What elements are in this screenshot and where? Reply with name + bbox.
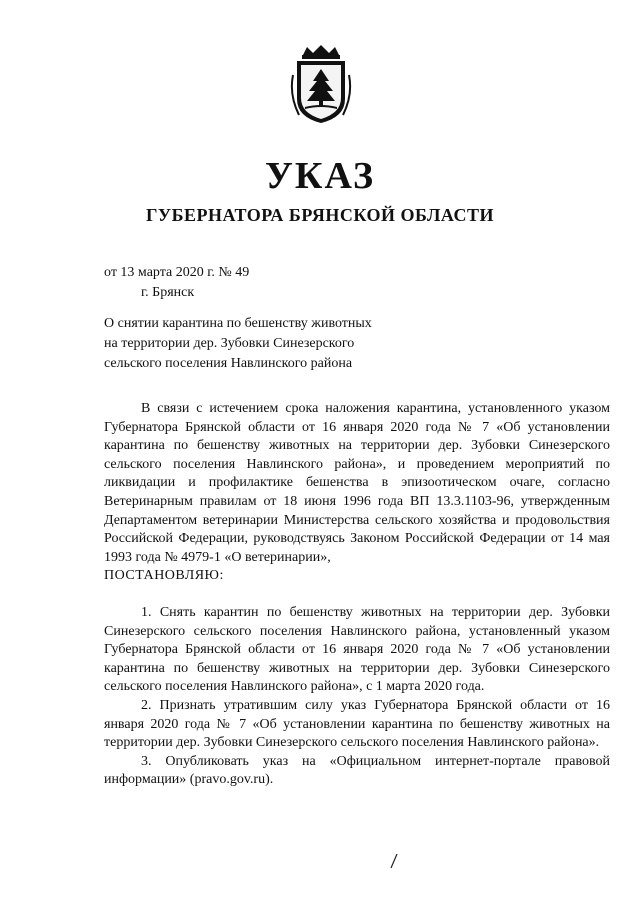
city-line: г. Брянск <box>141 285 195 300</box>
coat-of-arms-icon <box>289 45 353 125</box>
document-subject <box>104 314 424 374</box>
decree-item-1: 1. Снять карантин по бешенству животных на территории дер. Зубовки Синезерского сельского поселения Навлинского района, установленный указом Губернатора Брянской области от 16 января 2020 года № 7 «Об установлении карантина по бешенству животных на территории дер. Зубовки Синезерского сельского поселения Навлинского района», с 1 марта 2020 года. <box>104 604 610 695</box>
document-subtitle: ГУБЕРНАТОРА БРЯНСКОЙ ОБЛАСТИ <box>145 205 495 225</box>
subject-line-3: сельского поселения Навлинского района <box>104 356 353 371</box>
subject-line-1: О снятии карантина по бешенству животных <box>104 316 372 331</box>
pen-mark-icon <box>388 853 400 869</box>
document-title: УКАЗ <box>265 155 375 197</box>
date-number-line: от 13 марта 2020 г. № 49 <box>104 265 250 280</box>
decree-item-2: 2. Признать утратившим силу указ Губернатора Брянской области от 16 января 2020 года № 7 «Об установлении карантина по бешенству животных на территории дер. Зубовки Синезерского сельского поселения Навлинского района». <box>104 697 610 751</box>
document-meta <box>104 263 249 303</box>
subject-line-2: на территории дер. Зубовки Синезерского <box>104 336 355 351</box>
decree-item-3: 3. Опубликовать указ на «Официальном интернет-портале правовой информации» (pravo.gov.ru). <box>104 753 610 788</box>
document-body <box>104 400 610 790</box>
decree-word: ПОСТАНОВЛЯЮ: <box>104 568 224 584</box>
preamble-paragraph: В связи с истечением срока наложения карантина, установленного указом Губернатора Брянской области от 16 января 2020 года № 7 «Об установлении карантина по бешенству животных на территории дер. Зубовки Синезерского сельского поселения Навлинского района», и проведением мероприятий по ликвидации и профилактике бешенства в эпизоотическом очаге, согласно Ветеринарным правилам от 18 июня 1996 года ВП 13.3.1103-96, утвержденным Департаментом ветеринарии Министерства сельского хозяйства и продовольствия Российской Федерации, руководствуясь Законом Российской Федерации от 14 мая 1993 года № 4979-1 «О ветеринарии», <box>104 401 610 565</box>
